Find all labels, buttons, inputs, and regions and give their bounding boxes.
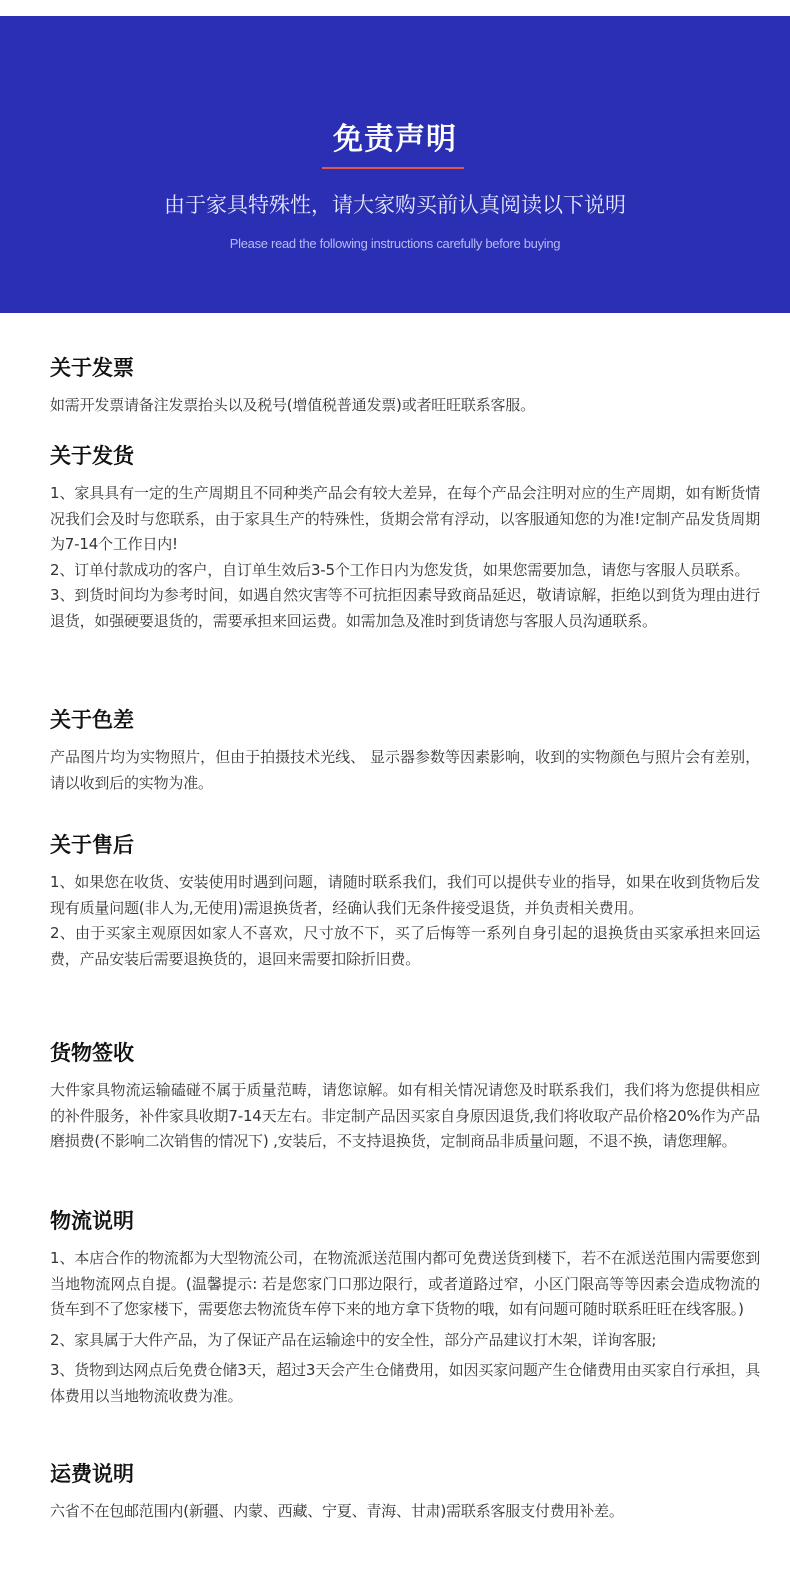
- paragraph: 2、家具属于大件产品，为了保证产品在运输途中的安全性，部分产品建议打木架，详询客服;: [50, 1330, 657, 1349]
- section-body: [50, 393, 760, 419]
- title-divider: [322, 167, 464, 169]
- section-title: 运费说明: [50, 1462, 134, 1486]
- section-title: 物流说明: [50, 1209, 134, 1233]
- section-title: 关于发货: [50, 444, 134, 468]
- section-shipping-fee: [50, 1461, 760, 1525]
- paragraph: 如需开发票请备注发票抬头以及税号(增值税普通发票)或者旺旺联系客服。: [50, 396, 535, 414]
- section-body: [50, 870, 760, 972]
- section-after-sales: [50, 832, 760, 972]
- top-gap: [0, 0, 790, 16]
- page-subtitle: 由于家具特殊性，请大家购买前认真阅读以下说明: [164, 193, 626, 217]
- header-banner: [0, 16, 790, 313]
- section-body: [50, 1499, 760, 1525]
- section-color-difference: [50, 707, 760, 796]
- page-subtitle-en: Please read the following instructions carefully before buying: [229, 236, 561, 251]
- paragraph: 3、货物到达网点后免费仓储3天，超过3天会产生仓储费用，如因买家问题产生仓储费用由买家自行承担，具体费用以当地物流收费为准。: [50, 1361, 760, 1405]
- section-delivery-receipt: [50, 1040, 760, 1155]
- disclaimer-content: [0, 313, 790, 1581]
- paragraph: 产品图片均为实物照片，但由于拍摄技术光线、 显示器参数等因素影响，收到的实物颜色与照片会有差别，请以收到后的实物为准。: [50, 748, 760, 792]
- section-invoice: [50, 355, 760, 419]
- paragraph: 1、本店合作的物流都为大型物流公司，在物流派送范围内都可免费送货到楼下，若不在派送范围内需要您到当地物流网点自提。(温馨提示: 若是您家门口那边限行，或者道路过窄，小区门限高等等因素会造成物流的货车到不了您家楼下，需要您去物流货车停下来的地方拿下货物的哦，如有问题可随时联系旺旺在线客服。): [50, 1249, 760, 1318]
- paragraph: 2、由于买家主观原因如家人不喜欢，尺寸放不下，买了后悔等一系列自身引起的退换货由买家承担来回运费，产品安装后需要退换货的，退回来需要扣除折旧费。: [50, 924, 760, 968]
- paragraph: 1、家具具有一定的生产周期且不同种类产品会有较大差异，在每个产品会注明对应的生产周期，如有断货情况我们会及时与您联系，由于家具生产的特殊性，货期会常有浮动，以客服通知您的为准!定制产品发货周期为7-14个工作日内!: [50, 484, 760, 553]
- section-logistics: [50, 1208, 760, 1409]
- section-body: [50, 481, 760, 634]
- section-title: 关于发票: [50, 356, 134, 380]
- section-shipping: [50, 443, 760, 634]
- paragraph: 大件家具物流运输磕碰不属于质量范畴，请您谅解。如有相关情况请您及时联系我们，我们将为您提供相应的补件服务，补件家具收期7-14天左右。非定制产品因买家自身原因退货,我们将收取产品价格20%作为产品磨损费(不影响二次销售的情况下) ,安装后，不支持退换货，定制商品非质量问题，不退不换，请您理解。: [50, 1081, 760, 1150]
- paragraph: 1、如果您在收货、安装使用时遇到问题，请随时联系我们，我们可以提供专业的指导，如果在收到货物后发现有质量问题(非人为,无使用)需退换货者，经确认我们无条件接受退货，并负责相关费用。: [50, 873, 760, 917]
- page-title: 免责声明: [333, 122, 457, 157]
- section-body: [50, 745, 760, 796]
- paragraph: 六省不在包邮范围内(新疆、内蒙、西藏、宁夏、青海、甘肃)需联系客服支付费用补差。: [50, 1502, 624, 1520]
- section-body: [50, 1078, 760, 1155]
- section-body: [50, 1246, 760, 1409]
- section-title: 关于售后: [50, 833, 134, 857]
- paragraph: 2、订单付款成功的客户，自订单生效后3-5个工作日内为您发货，如果您需要加急，请您与客服人员联系。: [50, 560, 750, 579]
- section-title: 关于色差: [50, 708, 134, 732]
- paragraph: 3、到货时间均为参考时间，如遇自然灾害等不可抗拒因素导致商品延迟，敬请谅解，拒绝以到货为理由进行退货，如强硬要退货的，需要承担来回运费。如需加急及准时到货请您与客服人员沟通联系。: [50, 586, 760, 630]
- section-title: 货物签收: [50, 1041, 134, 1065]
